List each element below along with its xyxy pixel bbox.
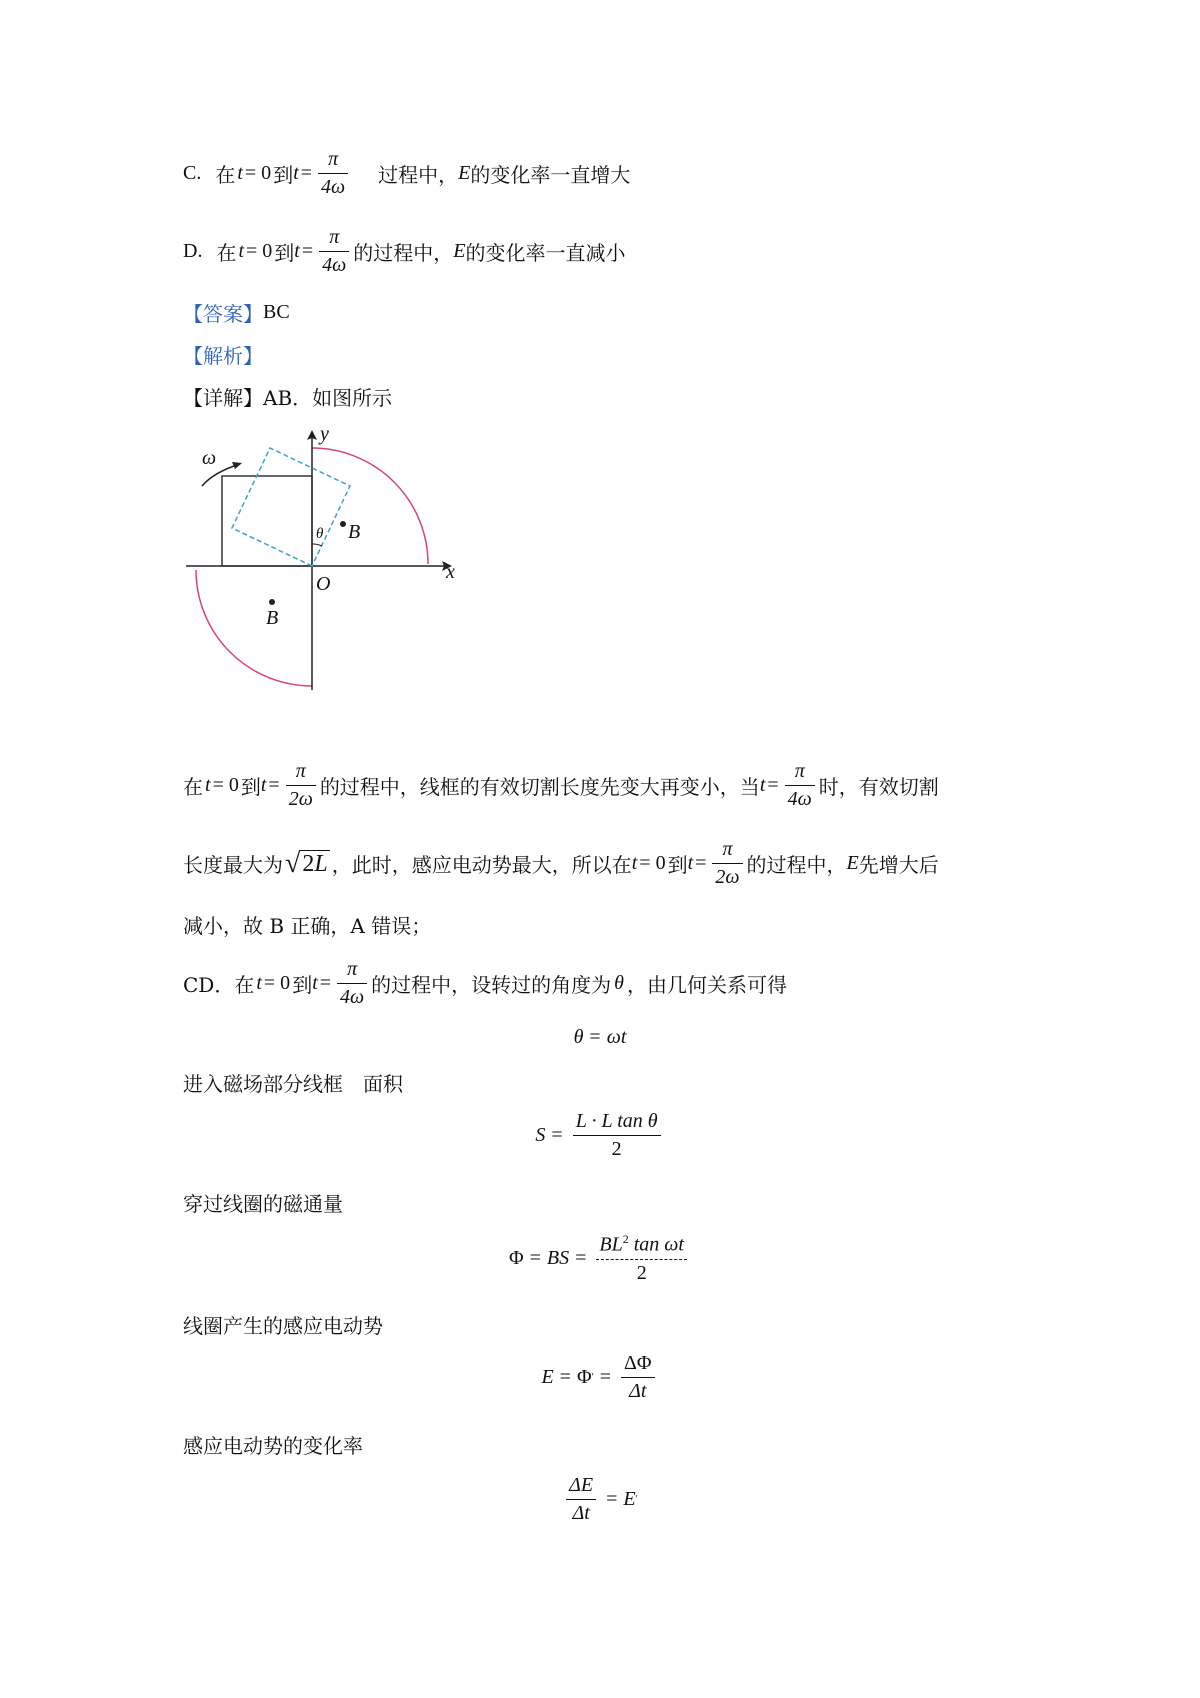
para1-a: 在 (183, 775, 203, 799)
para3 (183, 910, 431, 939)
eq-rate-rhs: E (623, 1488, 636, 1510)
text-rate (183, 1430, 363, 1459)
eq-phi-mid: BS (546, 1246, 570, 1269)
eq-phi-frac (596, 1232, 687, 1285)
para2-num: π (722, 838, 733, 860)
omega-label: ω (202, 447, 217, 469)
para2-b: ，此时，感应电动势最大，所以在 (331, 853, 632, 877)
para2-a: 长度最大为 (183, 853, 283, 877)
option-c-mid: 到 (273, 163, 294, 187)
option-d-eq2: = (301, 240, 314, 262)
eq-S-eq: = (551, 1124, 563, 1146)
detail-tag: 【详解】 (183, 386, 263, 410)
eq-theta-lhs: θ (573, 1026, 584, 1048)
eq-S-frac (573, 1110, 661, 1161)
analysis-tag: 【解析】 (183, 344, 263, 368)
para4-tail: ，由几何关系可得 (626, 973, 787, 997)
para2-t: t (631, 852, 638, 874)
option-c-fraction (318, 148, 348, 199)
para4-t: t (256, 972, 262, 994)
option-d (183, 226, 625, 277)
para1-t: t (205, 774, 211, 796)
eq-phi-eq1: = (529, 1246, 541, 1269)
para2-h: 的过程中， (746, 853, 847, 877)
para4-frac (337, 958, 367, 1009)
eq-phi-num-a: BL (599, 1233, 623, 1256)
eq-phi-num-b: tan ωt (628, 1233, 684, 1256)
eq-theta-eq: = (589, 1026, 601, 1048)
equation-phi (0, 1232, 1200, 1285)
detail-line (183, 382, 392, 411)
eq-E-phi: Φ (576, 1366, 592, 1388)
option-c (183, 148, 630, 199)
para1-frac1 (286, 760, 316, 811)
para2 (183, 838, 939, 889)
eq-E-eq1: = (559, 1366, 571, 1388)
option-d-post2: 的变化率一直减小 (465, 241, 626, 265)
para1 (183, 760, 939, 811)
para1-den1: 2ω (288, 788, 313, 810)
theta-arc (312, 544, 322, 546)
eq-phi-lhs: Φ (509, 1246, 524, 1269)
lower-arc (196, 570, 312, 686)
answer-value: BC (263, 301, 290, 323)
sqrt-L: L (314, 850, 328, 877)
para3-text: 减小，故 B 正确，A 错误； (183, 914, 432, 938)
option-c-num: π (328, 148, 339, 170)
option-c-den: 4ω (321, 176, 346, 198)
para4-t2: t (312, 972, 318, 994)
para4-g: 的过程中，设转过的角度为 (371, 973, 612, 997)
para2-frac (712, 838, 742, 889)
sqrt-expr (285, 847, 330, 879)
para2-t2: t (687, 852, 694, 874)
para4-eq0: = 0 (263, 972, 291, 994)
option-c-eq1: = 0 (244, 162, 272, 184)
option-c-E: E (458, 162, 471, 184)
eq-phi-eq2: = (575, 1246, 587, 1269)
sqrt-icon: √ (285, 847, 301, 879)
option-c-label: C. (183, 162, 202, 184)
eq-E-num: ΔΦ (624, 1352, 652, 1374)
option-d-num: π (329, 226, 340, 248)
rotation-arrowhead-icon (232, 462, 242, 469)
para1-to: 到 (240, 775, 261, 799)
option-d-E: E (453, 240, 466, 262)
para4-num: π (347, 958, 358, 980)
para1-den2: 4ω (787, 788, 812, 810)
equation-rate (0, 1474, 1200, 1525)
eq-E-eq2: = (599, 1366, 612, 1388)
option-d-eq1: = 0 (246, 240, 273, 262)
para1-t3: t (759, 774, 766, 796)
option-d-den: 4ω (322, 254, 347, 276)
option-c-post2: 的变化率一直增大 (470, 163, 631, 187)
eq-S-den: 2 (611, 1138, 622, 1160)
option-d-fraction (319, 226, 349, 277)
b-upper-dot (340, 521, 346, 527)
text-area-label: 进入磁场部分线框 面积 (183, 1072, 403, 1096)
answer-line (183, 298, 290, 327)
equation-E (0, 1352, 1200, 1403)
option-c-t1: t (237, 162, 243, 184)
rotation-figure (180, 420, 480, 710)
eq-rate-num: ΔE (569, 1474, 594, 1496)
b-lower-dot (269, 599, 275, 605)
option-d-mid: 到 (274, 241, 295, 265)
eq-theta-rhs: ωt (606, 1026, 627, 1048)
para1-text: 的过程中，线框的有效切割长度先变大再变小，当 (319, 775, 760, 799)
sqrt-value: 2 (302, 850, 315, 877)
eq-phi-den: 2 (636, 1261, 647, 1284)
text-emf-label: 线圈产生的感应电动势 (183, 1314, 383, 1338)
option-c-post1: 过程中， (378, 163, 459, 187)
option-d-t2: t (294, 240, 300, 262)
para1-num1: π (295, 760, 306, 782)
para4 (183, 958, 787, 1009)
text-flux-label: 穿过线圈的磁通量 (183, 1192, 343, 1216)
eq-rate-den: Δt (572, 1502, 590, 1524)
para2-E: E (846, 852, 859, 874)
para2-tail: 先增大后 (858, 853, 939, 877)
eq-E-den: Δt (629, 1380, 647, 1402)
b-upper-label: B (348, 521, 361, 543)
para4-to: 到 (292, 973, 313, 997)
upper-arc (312, 448, 428, 564)
text-flux (183, 1188, 343, 1217)
y-label: y (320, 423, 329, 445)
para1-eq0: = 0 (212, 774, 239, 796)
detail-text: AB．如图所示 (263, 386, 393, 410)
para2-den: 2ω (715, 866, 740, 888)
para4-theta: θ (614, 972, 624, 994)
text-rate-label: 感应电动势的变化率 (183, 1434, 363, 1458)
para1-eq2: = (767, 774, 779, 796)
x-label: x (446, 561, 455, 583)
option-c-t2: t (293, 162, 299, 184)
text-area (183, 1068, 403, 1097)
b-lower-label: B (266, 607, 279, 629)
answer-tag: 【答案】 (183, 302, 263, 326)
option-c-pre: 在 (215, 163, 236, 187)
eq-rate-prime: ′ (635, 1494, 638, 1505)
dashed-frame (232, 448, 350, 566)
eq-S-num: L · L tan θ (575, 1110, 658, 1132)
eq-rate-frac (566, 1474, 596, 1525)
eq-S-lhs: S (535, 1124, 546, 1146)
theta-label: θ (316, 526, 324, 542)
equation-S (0, 1110, 1200, 1161)
para1-tail: 时，有效切割 (818, 775, 939, 799)
para2-eq0: = 0 (639, 852, 666, 874)
para1-num2: π (794, 760, 805, 782)
option-d-pre: 在 (216, 241, 237, 265)
para1-t2: t (260, 774, 267, 796)
eq-E-prime: ′ (591, 1372, 594, 1383)
eq-phi-sup: 2 (622, 1232, 629, 1246)
analysis-line (183, 340, 263, 369)
option-d-label: D. (183, 240, 203, 262)
equation-theta (0, 1026, 1200, 1049)
para1-frac2 (785, 760, 815, 811)
para4-a: CD．在 (183, 973, 255, 997)
eq-rate-eq: = (606, 1488, 618, 1510)
para2-eq: = (695, 852, 707, 874)
para2-to: 到 (667, 853, 688, 877)
eq-E-frac (621, 1352, 654, 1403)
eq-phi-num (596, 1232, 687, 1259)
para1-eq: = (268, 774, 280, 796)
para4-den: 4ω (340, 986, 365, 1008)
option-d-t1: t (238, 240, 245, 262)
option-d-post1: 的过程中， (353, 241, 454, 265)
para4-eq: = (319, 972, 332, 994)
eq-E-lhs: E (541, 1366, 554, 1388)
text-emf (183, 1310, 383, 1339)
origin-label: O (316, 573, 331, 595)
option-c-eq2: = (300, 162, 313, 184)
